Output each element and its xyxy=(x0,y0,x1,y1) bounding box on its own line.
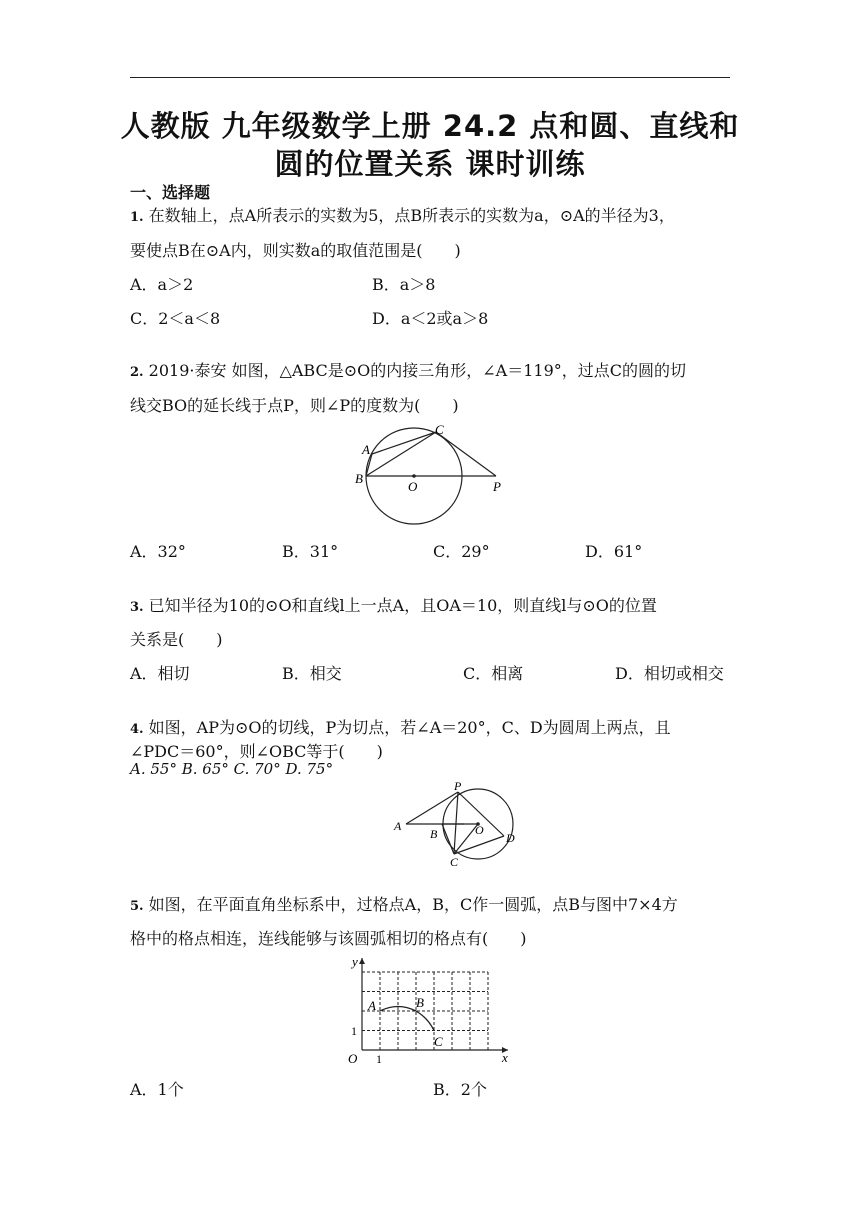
question-5-line2: 格中的格点相连，连线能够与该圆弧相切的格点有( ) xyxy=(130,929,527,948)
question-2-line2: 线交BO的延长线于点P，则∠P的度数为( ) xyxy=(130,396,459,415)
question-text: 已知半径为10的⊙O和直线l上一点A，且OA＝10，则直线l与⊙O的位置 xyxy=(148,596,657,615)
question-5-line1 xyxy=(130,892,678,915)
question-number: 5. xyxy=(130,899,144,914)
option-a: A．相切 xyxy=(130,664,190,683)
label-x: x xyxy=(502,1050,508,1065)
question-number: 2. xyxy=(130,365,144,380)
label-origin: O xyxy=(348,1051,358,1066)
label-o: O xyxy=(475,823,484,837)
question-4-line1 xyxy=(130,715,671,738)
label-c: C xyxy=(450,855,459,868)
option-b: B．相交 xyxy=(282,664,342,683)
header-rule xyxy=(130,77,730,78)
label-c: C xyxy=(435,422,444,437)
option-b: B．31° xyxy=(282,542,339,561)
question-2-line1 xyxy=(130,358,686,381)
question-text: 如图，在平面直角坐标系中，过格点A，B，C作一圆弧，点B与图中7×4方 xyxy=(148,895,678,914)
option-a: A．a＞2 xyxy=(130,275,194,294)
label-o: O xyxy=(408,479,418,494)
question-text: 在数轴上，点A所表示的实数为5，点B所表示的实数为a，⊙A的半径为3， xyxy=(148,206,675,225)
question-number: 3. xyxy=(130,600,144,615)
question-1-line1 xyxy=(130,203,675,226)
question-3-line2: 关系是( ) xyxy=(130,630,223,649)
label-c: C xyxy=(434,1034,443,1049)
figure-circle-tangent xyxy=(350,420,510,530)
label-b: B xyxy=(430,827,438,841)
option-c: C．29° xyxy=(433,542,490,561)
question-text: 2019·泰安 如图，△ABC是⊙O的内接三角形，∠A＝119°，过点C的圆的切 xyxy=(148,361,686,380)
question-3-line1 xyxy=(130,593,657,616)
label-a: A xyxy=(362,442,370,457)
page-title-line2: 圆的位置关系 课时训练 xyxy=(274,147,586,181)
label-a: A xyxy=(394,819,402,833)
option-c: C．2＜a＜8 xyxy=(130,309,221,328)
label-p: P xyxy=(493,479,501,494)
option-d: D．a＜2或a＞8 xyxy=(372,309,489,328)
label-x-tick-1: 1 xyxy=(376,1052,382,1066)
question-number: 1. xyxy=(130,210,144,225)
label-b: B xyxy=(355,471,363,486)
label-a: A xyxy=(368,998,376,1013)
option-b: B．a＞8 xyxy=(372,275,436,294)
label-d: D xyxy=(506,831,515,845)
option-d: D．相切或相交 xyxy=(615,664,724,683)
label-p: P xyxy=(454,780,462,793)
option-a: A．1个 xyxy=(130,1080,184,1099)
section-heading: 一、选择题 xyxy=(130,183,211,202)
label-b: B xyxy=(416,995,424,1010)
question-4-line2: ∠PDC＝60°，则∠OBC等于( ) xyxy=(130,742,383,761)
option-c: C．相离 xyxy=(463,664,524,683)
page-title-line1: 人教版 九年级数学上册 24.2 点和圆、直线和 xyxy=(120,109,740,143)
option-d: D．61° xyxy=(585,542,643,561)
question-text: 如图，AP为⊙O的切线，P为切点，若∠A＝20°，C、D为圆周上两点，且 xyxy=(148,718,671,737)
question-4-options: A. 55° B. 65° C. 70° D. 75° xyxy=(130,760,334,778)
option-a: A．32° xyxy=(130,542,186,561)
label-y: y xyxy=(352,954,358,969)
option-b: B．2个 xyxy=(433,1080,487,1099)
figure-grid-arc xyxy=(338,950,518,1068)
question-number: 4. xyxy=(130,722,144,737)
label-y-tick-1: 1 xyxy=(351,1024,357,1038)
figure-tangent-ap xyxy=(390,780,520,868)
question-1-line2: 要使点B在⊙A内，则实数a的取值范围是( ) xyxy=(130,241,461,260)
